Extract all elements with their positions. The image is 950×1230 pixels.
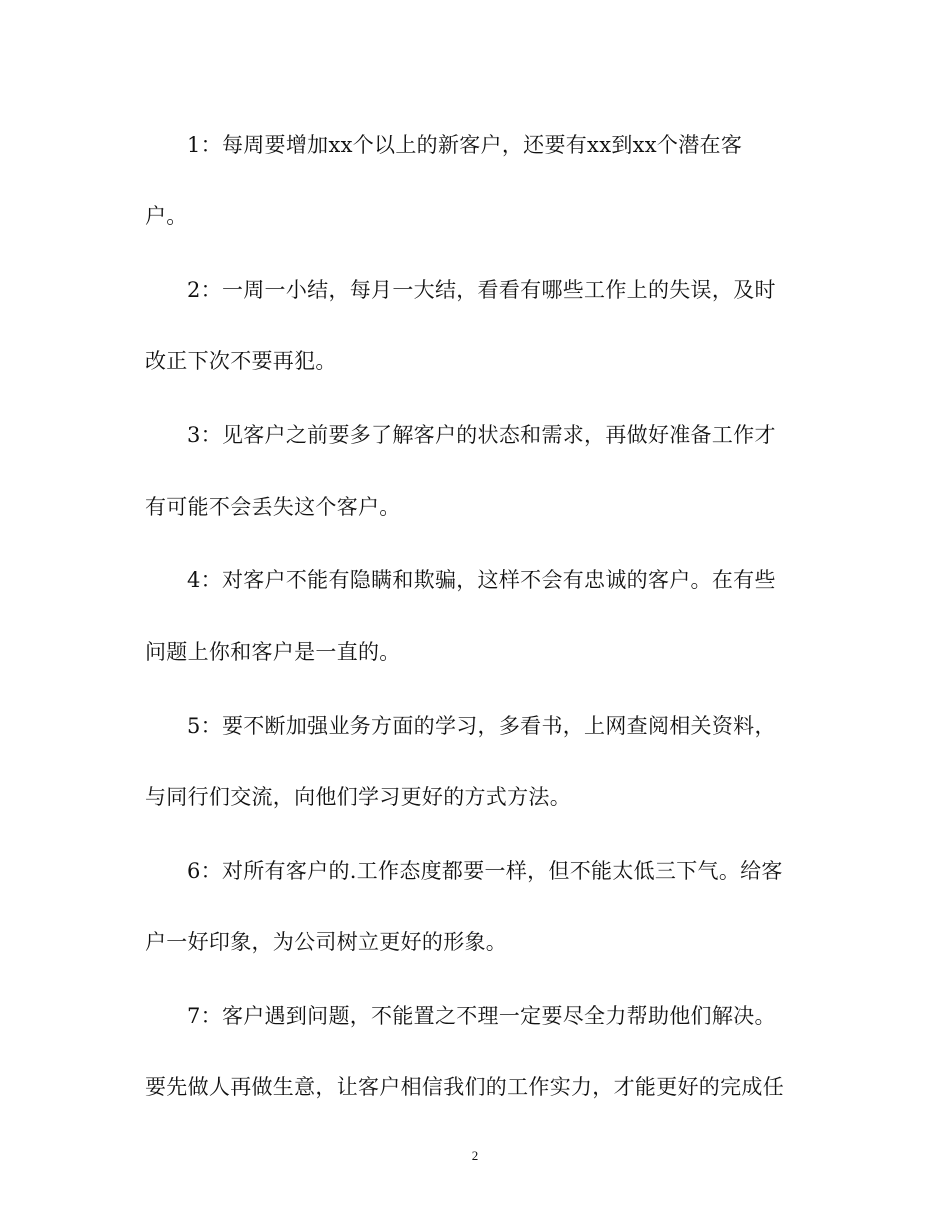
paragraph-1-line-2: 户。 <box>145 204 188 228</box>
paragraph-3-line-1: 3：见客户之前要多了解客户的状态和需求，再做好准备工作才 <box>187 423 776 447</box>
paragraph-6-line-2: 户一好印象，为公司树立更好的形象。 <box>145 930 508 954</box>
paragraph-7-line-1: 7：客户遇到问题，不能置之不理一定要尽全力帮助他们解决。 <box>187 1004 776 1028</box>
paragraph-7-line-2: 要先做人再做生意，让客户相信我们的工作实力，才能更好的完成任 <box>145 1075 784 1099</box>
paragraph-5-line-2: 与同行们交流，向他们学习更好的方式方法。 <box>145 785 571 809</box>
paragraph-5-line-1: 5：要不断加强业务方面的学习，多看书，上网查阅相关资料， <box>187 714 776 738</box>
page-number: 2 <box>471 1148 479 1163</box>
paragraph-1-line-1: 1：每周要增加xx个以上的新客户，还要有xx到xx个潜在客 <box>187 133 743 157</box>
paragraph-2-line-2: 改正下次不要再犯。 <box>145 349 337 373</box>
paragraph-4-line-2: 问题上你和客户是一直的。 <box>145 640 401 664</box>
paragraph-6-line-1: 6：对所有客户的.工作态度都要一样，但不能太低三下气。给客 <box>187 859 783 883</box>
paragraph-4-line-1: 4：对客户不能有隐瞒和欺骗，这样不会有忠诚的客户。在有些 <box>187 568 776 592</box>
paragraph-3-line-2: 有可能不会丢失这个客户。 <box>145 495 401 519</box>
paragraph-2-line-1: 2：一周一小结，每月一大结，看看有哪些工作上的失误，及时 <box>187 278 776 302</box>
